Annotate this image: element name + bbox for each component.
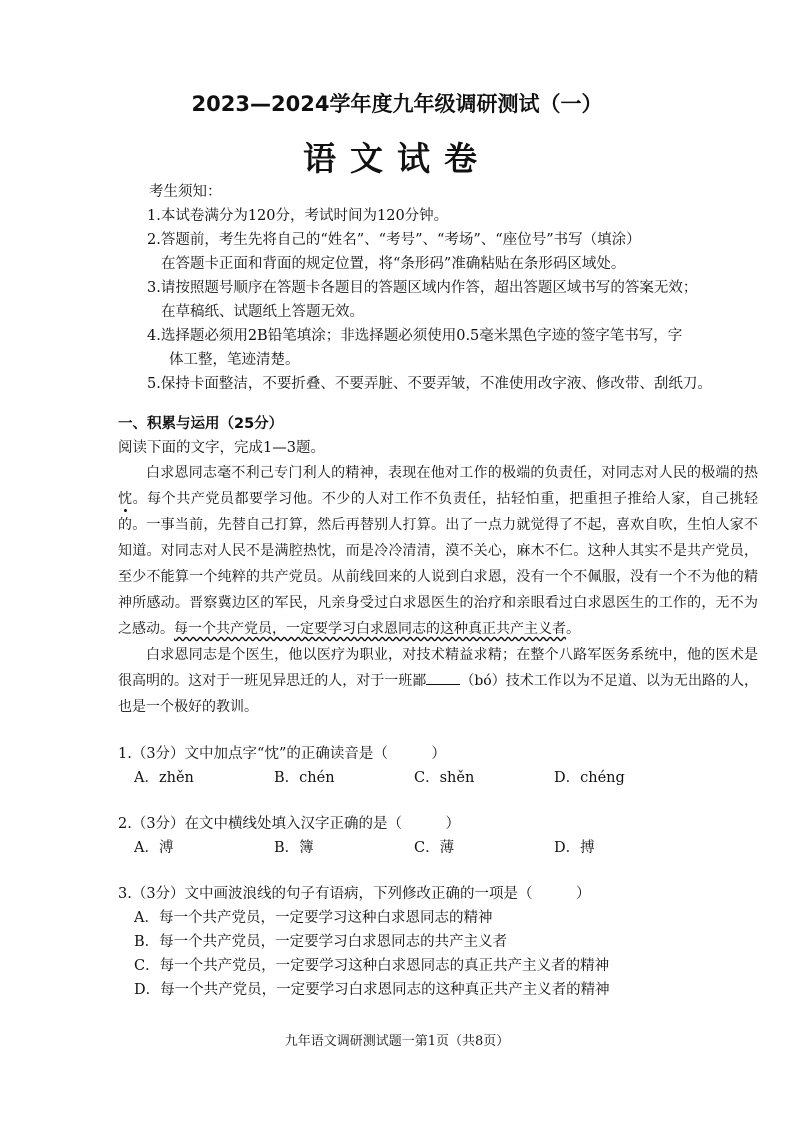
notice-item-3 — [147, 276, 757, 324]
option-d[interactable]: D．chéng — [554, 770, 625, 786]
option-c[interactable]: C．薄 — [414, 840, 455, 856]
passage-text: 白求恩同志毫不利己专门利人的精神，表现在他对工作的极端的负责任，对同志对人民的极端的热 — [146, 465, 758, 481]
option-b[interactable]: B．簿 — [274, 840, 314, 856]
option-a[interactable]: A．溥 — [134, 840, 174, 856]
passage-text: 技术工作以为不足道、以为无出路的人，也是一个极好的教训。 — [118, 673, 759, 715]
question-stem: 1.（3分）文中加点字“忱”的正确读音是（ ） — [118, 746, 446, 762]
section-accumulation — [118, 412, 758, 1002]
option-a[interactable]: A．每一个共产党员，一定要学习这种白求恩同志的精神 — [134, 910, 493, 926]
notice-heading: 考生须知： — [149, 184, 222, 200]
pinyin-hint: （bó） — [460, 673, 506, 689]
notice-item-text: 1.本试卷满分为120分，考试时间为120分钟。 — [147, 208, 449, 224]
option-d[interactable]: D．每一个共产党员，一定要学习白求恩同志的这种真正共产主义者的精神 — [134, 982, 610, 998]
passage-text: 。 — [566, 621, 580, 637]
notice-item-continuation: 在答题卡正面和背面的规定位置，将“条形码”准确粘贴在条形码区域处。 — [161, 256, 626, 272]
option-a[interactable]: A．zhěn — [134, 770, 194, 786]
notice-item-text: 3.请按照题号顺序在答题卡各题目的答题区域内作答，超出答题区域书写的答案无效； — [147, 280, 698, 296]
passage-paragraph-2 — [118, 642, 758, 720]
question-options — [118, 836, 758, 860]
dotted-character: 忱 — [118, 491, 133, 507]
option-b[interactable]: B．chén — [274, 770, 335, 786]
section-title: 一、积累与运用（25分） — [118, 416, 284, 432]
exam-title: 2023—2024学年度九年级调研测试（一） — [191, 92, 603, 116]
exam-notice — [147, 180, 757, 396]
reading-instruction: 阅读下面的文字，完成1—3题。 — [118, 440, 325, 456]
option-d[interactable]: D．搏 — [554, 840, 595, 856]
wavy-underlined-sentence: 每一个共产党员，一定要学习白求恩同志的这种真正共产主义者 — [174, 621, 566, 637]
question-1 — [118, 742, 758, 790]
subject-title: 语文试卷 — [303, 139, 491, 178]
notice-item-text: 4.选择题必须用2B铅笔填涂；非选择题必须使用0.5毫米黑色字迹的签字笔书写，字 — [147, 328, 683, 344]
passage-paragraph-1 — [118, 460, 758, 642]
passage-text: 白求恩同志是个医生，他以医疗为职业，对技术精益求精；在整个八路军医务系统中，他的医术是很高明的。这对于一班见异思迁的人，对于一班鄙 — [118, 647, 758, 689]
option-c[interactable]: C．每一个共产党员，一定要学习这种白求恩同志的真正共产主义者的精神 — [134, 958, 610, 974]
question-options — [118, 766, 758, 790]
option-c[interactable]: C．shěn — [414, 770, 475, 786]
option-b[interactable]: B．每一个共产党员，一定要学习白求恩同志的共产主义者 — [134, 934, 508, 950]
notice-item-1 — [147, 204, 757, 228]
question-stem: 3.（3分）文中画波浪线的句子有语病，下列修改正确的一项是（ ） — [118, 886, 591, 902]
question-stem: 2.（3分）在文中横线处填入汉字正确的是（ ） — [118, 816, 461, 832]
notice-item-continuation: 在草稿纸、试题纸上答题无效。 — [161, 304, 364, 320]
fill-blank[interactable] — [426, 670, 460, 685]
page-footer: 九年语文调研测试题一第1页（共8页） — [284, 1034, 510, 1049]
notice-item-5 — [147, 372, 757, 396]
notice-item-4 — [147, 324, 757, 372]
notice-item-continuation: 体工整，笔迹清楚。 — [169, 352, 300, 368]
notice-item-text: 5.保持卡面整洁，不要折叠、不要弄脏、不要弄皱，不准使用改字液、修改带、刮纸刀。 — [147, 376, 712, 392]
question-3 — [118, 882, 758, 1002]
notice-item-2 — [147, 228, 757, 276]
notice-item-text: 2.答题前，考生先将自己的“姓名”、“考号”、“考场”、“座位号”书写（填涂） — [147, 232, 641, 248]
passage-text: 。每个共产党员都要学习他。不少的人对工作不负责任，拈轻怕重，把重担子推给人家，自己挑轻的。一事当前，先替自己打算，然后再替别人打算。出了一点力就觉得了不起，喜欢自吹，生怕人家不知道。对同志对人民不是满腔热忱，而是冷冷清清，漠不关心，麻木不仁。这种人其实不是共产党员，至少不能算一个纯粹的共产党员。从前线回来的人说到白求恩，没有一个不佩服，没有一个不为他的精神所感动。晋察冀边区的军民，凡亲身受过白求恩医生的治疗和亲眼看过白求恩医生的工作的，无不为之感动。 — [118, 491, 759, 637]
question-2 — [118, 812, 758, 860]
